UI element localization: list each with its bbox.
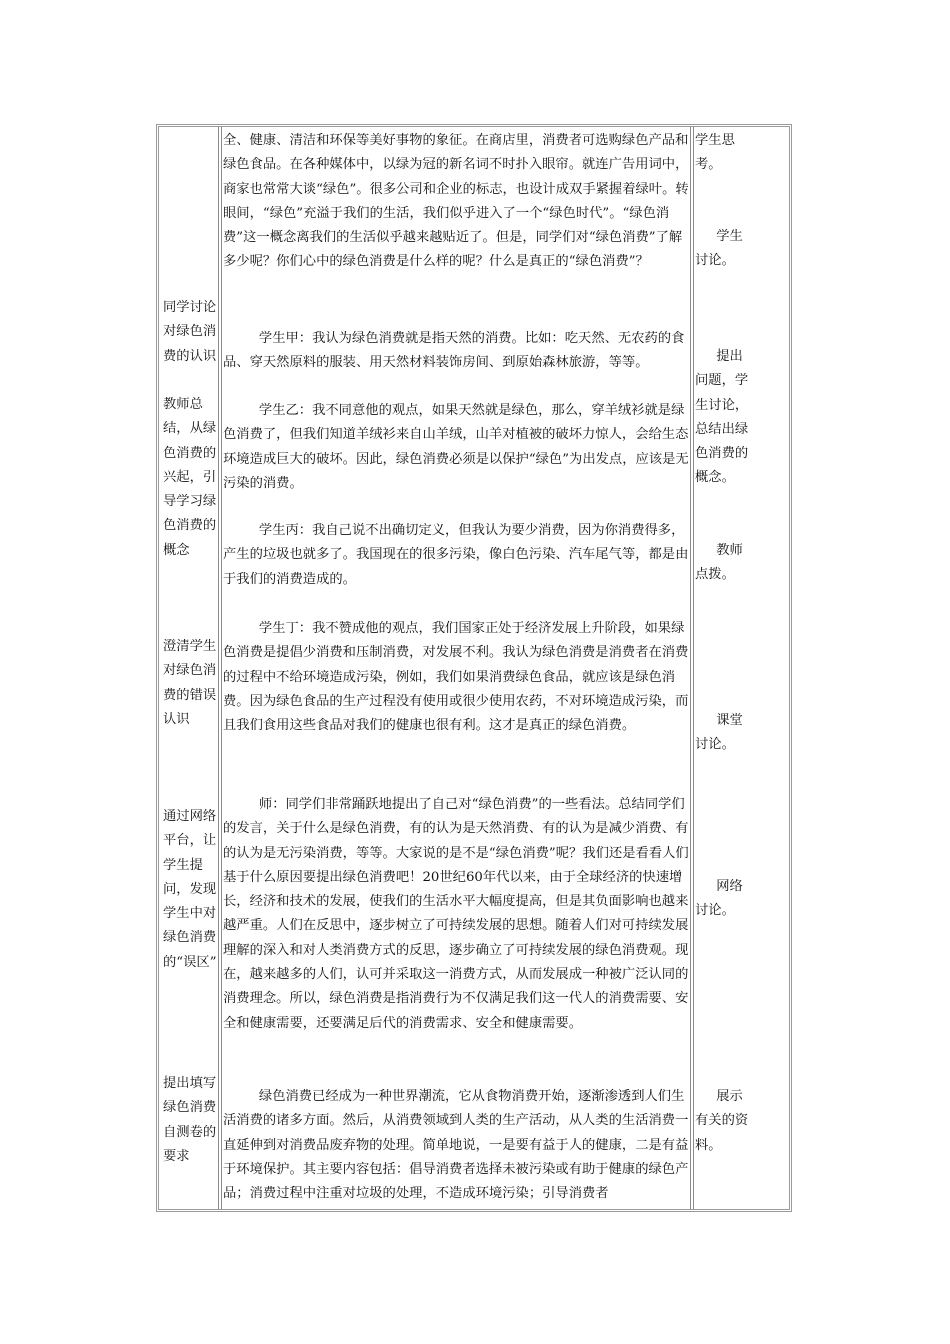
- content-paragraph: 师：同学们非常踊跃地提出了自己对“绿色消费”的一些看法。总结同学们的发言，关于什么是绿色消费，有的认为是天然消费、有的认为是减少消费、有的认为是无污染消费，等等。大家说的是不是“绿色消费”呢？我们还是看看人们基于什么原因要提出绿色消费吧！20世纪60年代以来，由于全球经济的快速增长，经济和技术的发展，使我们的生活水平大幅度提高，但是其负面影响也越来越严重。人们在反思中，逐步树立了可持续发展的思想。随着人们对可持续发展理解的深入和对人类消费方式的反思，逐步确立了可持续发展的绿色消费观。现在，越来越多的人们，认可并采取这一消费方式，从而发展成一种被广泛认同的消费理念。所以，绿色消费是指消费行为不仅满足我们这一代人的消费需要、安全和健康需要，还要满足后代的消费需求、安全和健康需要。: [223, 797, 689, 1031]
- student-activity-column: [693, 127, 753, 1209]
- lesson-content-column: [221, 127, 691, 1209]
- activity-item: 课堂讨论。: [695, 713, 743, 753]
- intent-item: 提出填写绿色消费自测卷的要求: [163, 1076, 217, 1164]
- content-paragraph: 绿色消费已经成为一种世界潮流，它从食物消费开始，逐渐渗透到人们生活消费的诸多方面。然后，从消费领域到人类的生产活动，从人类的生活消费一直延伸到对消费品废弃物的处理。简单地说，一是要有益于人的健康，二是有益于环境保护。其主要内容包括：倡导消费者选择未被污染或有助于健康的绿色产品；消费过程中注重对垃圾的处理，不造成环境污染；引导消费者: [223, 1089, 689, 1202]
- activity-item: 教师点拨。: [695, 543, 743, 583]
- activity-item: 学生讨论。: [695, 229, 743, 269]
- intent-item: 澄清学生对绿色消费的错误认识: [163, 639, 217, 727]
- intent-item: 教师总结，从绿色消费的兴起，引导学习绿色消费的概念: [163, 397, 217, 558]
- content-paragraph: 学生甲：我认为绿色消费就是指天然的消费。比如：吃天然、无农药的食品、穿天然原料的服装、用天然材料装饰房间、到原始森林旅游，等等。: [223, 331, 685, 371]
- intent-item: 通过网络平台，让学生提问，发现学生中对绿色消费的“误区”: [163, 809, 217, 970]
- activity-item: 学生思考。: [695, 133, 735, 173]
- lesson-plan-table: [156, 124, 792, 1212]
- activity-item: 网络讨论。: [695, 879, 743, 919]
- content-paragraph: 全、健康、清洁和环保等美好事物的象征。在商店里，消费者可选购绿色产品和绿色食品。在各种媒体中，以绿为冠的新名词不时扑入眼帘。就连广告用词中，商家也常常大谈“绿色”。很多公司和企业的标志，也设计成双手紧握着绿叶。转眼间，“绿色”充溢于我们的生活，我们似乎进入了一个“绿色时代”。“绿色消费”这一概念离我们的生活似乎越来越贴近了。但是，同学们对“绿色消费”了解多少呢？你们心中的绿色消费是什么样的呢？什么是真正的“绿色消费”？: [223, 133, 689, 270]
- teaching-intent-column: [161, 127, 219, 1209]
- content-paragraph: 学生乙：我不同意他的观点，如果天然就是绿色，那么，穿羊绒衫就是绿色消费了，但我们知道羊绒衫来自山羊绒，山羊对植被的破坏力惊人，会给生态环境造成巨大的破坏。因此，绿色消费必须是以保护“绿色”为出发点，应该是无污染的消费。: [223, 403, 689, 491]
- intent-item: 同学讨论对绿色消费的认识: [163, 300, 217, 364]
- activity-item: 展示有关的资料。: [695, 1089, 749, 1153]
- content-paragraph: 学生丙：我自己说不出确切定义，但我认为要少消费，因为你消费得多，产生的垃圾也就多了。我国现在的很多污染，像白色污染、汽车尾气等，都是由于我们的消费造成的。: [223, 523, 689, 587]
- activity-item: 提出问题，学生讨论，总结出绿色消费的概念。: [695, 349, 749, 486]
- content-paragraph: 学生丁：我不赞成他的观点，我们国家正处于经济发展上升阶段，如果绿色消费是提倡少消费和压制消费，对发展不利。我认为绿色消费是消费者在消费的过程中不给环境造成污染，例如，我们如果消费绿色食品，就应该是绿色消费。因为绿色食品的生产过程没有使用或很少使用农药，不对环境造成污染，而且我们食用这些食品对我们的健康也很有利。这才是真正的绿色消费。: [223, 621, 689, 734]
